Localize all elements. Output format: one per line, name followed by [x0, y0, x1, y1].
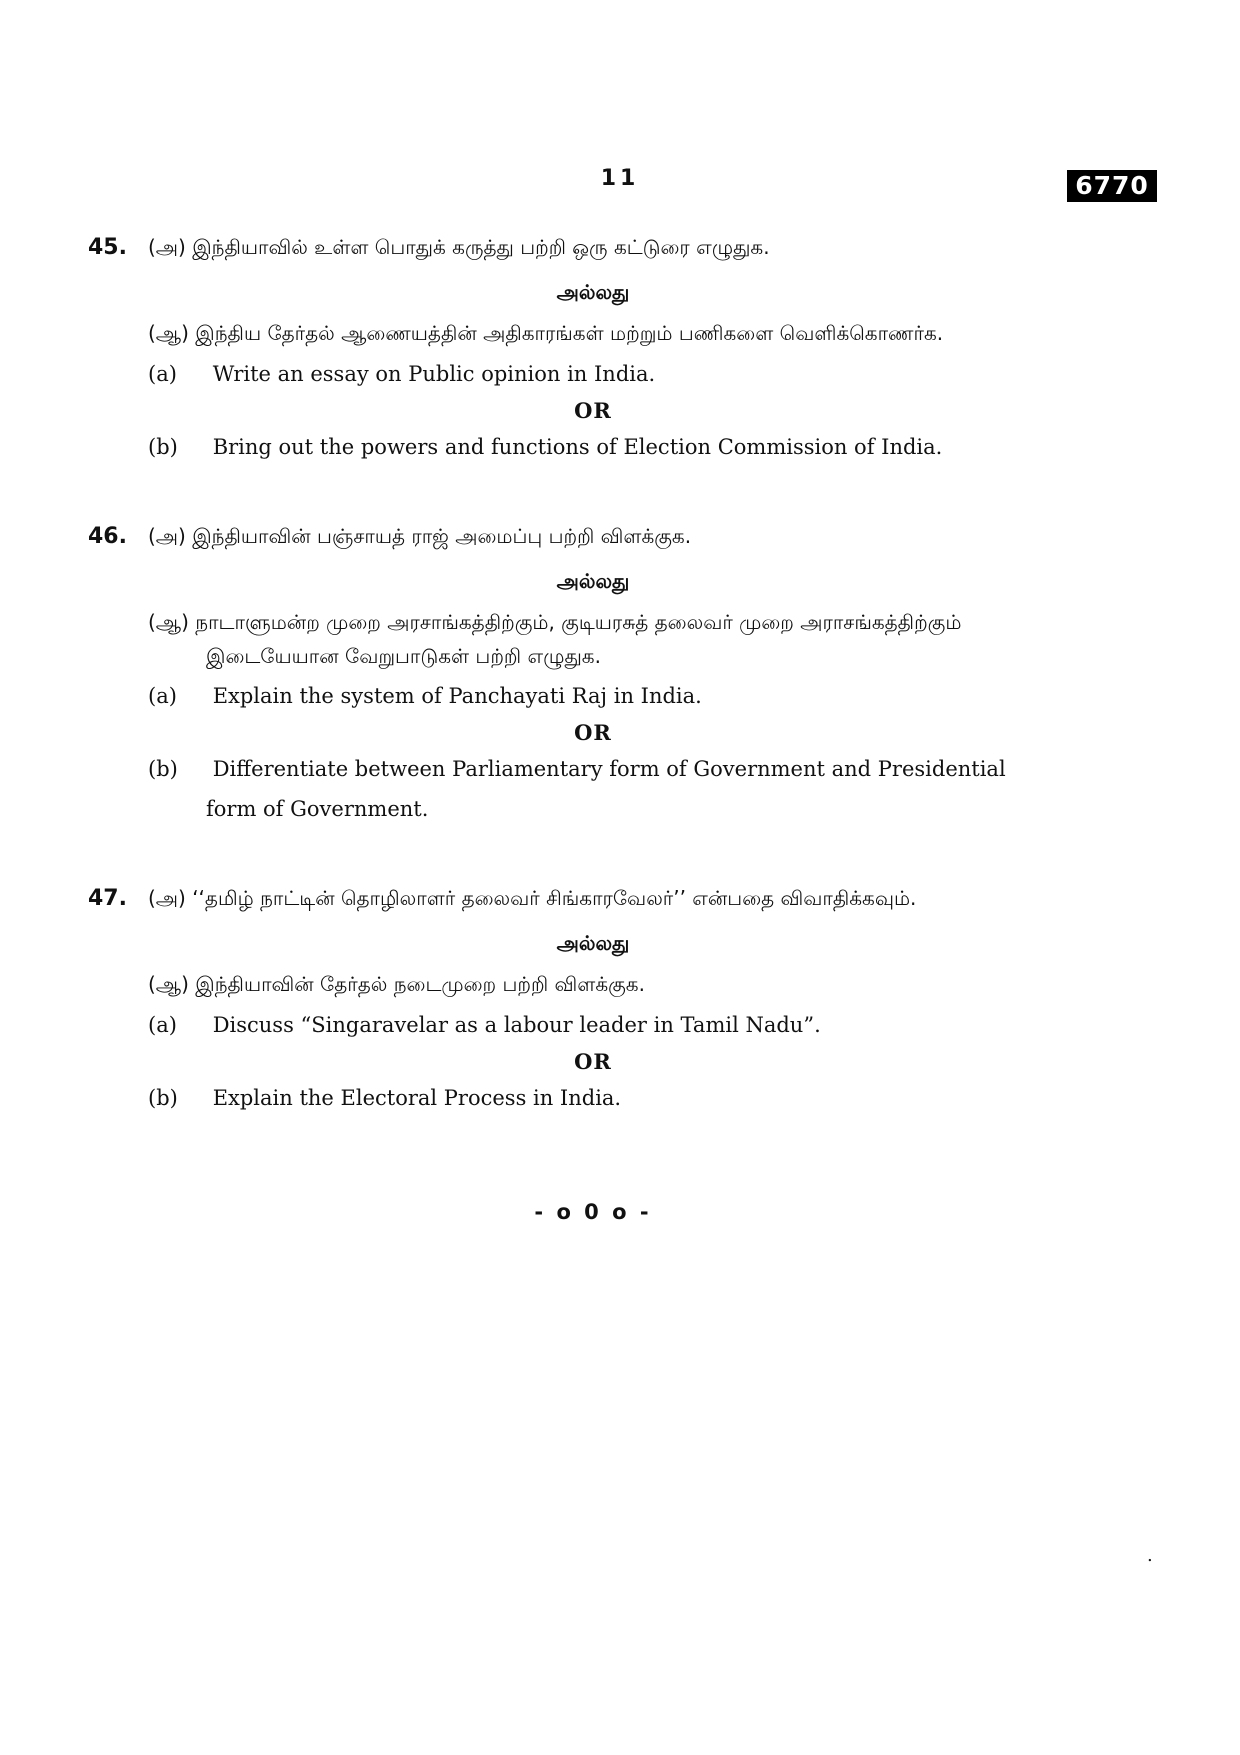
- page-number: 11: [600, 166, 640, 191]
- question-english-option-a: (a) Explain the system of Panchayati Raj in India.: [148, 684, 702, 708]
- question-english-option-b: (b) Explain the Electoral Process in India.: [148, 1086, 622, 1110]
- english-or-separator: OR: [574, 1049, 612, 1074]
- question-tamil-option-b: (ஆ) நாடாளுமன்ற முறை அரசாங்கத்திற்கும், குடியரசுத் தலைவர் முறை அராசங்கத்திற்கும்: [148, 610, 962, 634]
- question-english-option-b: (b) Bring out the powers and functions of Election Commission of India.: [148, 435, 943, 459]
- question-english-option-b-continuation: form of Government.: [206, 797, 429, 821]
- question-english-option-a: (a) Write an essay on Public opinion in India.: [148, 362, 656, 386]
- question-number: 45.: [88, 235, 127, 260]
- question-tamil-option-b-continuation: இடையேயான வேறுபாடுகள் பற்றி எழுதுக.: [206, 644, 601, 668]
- question-tamil-option-a: (அ) இந்தியாவின் பஞ்சாயத் ராஜ் அமைப்பு பற்றி விளக்குக.: [148, 524, 692, 548]
- question-english-option-b: (b) Differentiate between Parliamentary form of Government and Presidential: [148, 757, 1006, 781]
- question-number: 46.: [88, 524, 127, 549]
- stray-dot: .: [1147, 1545, 1153, 1566]
- tamil-or-separator: அல்லது: [556, 280, 630, 304]
- question-tamil-option-b: (ஆ) இந்திய தேர்தல் ஆணையத்தின் அதிகாரங்கள் மற்றும் பணிகளை வெளிக்கொணர்க.: [148, 321, 944, 345]
- paper-code-badge: 6770: [1067, 170, 1157, 202]
- question-number: 47.: [88, 886, 127, 911]
- tamil-or-separator: அல்லது: [556, 931, 630, 955]
- question-english-option-a: (a) Discuss “Singaravelar as a labour leader in Tamil Nadu”.: [148, 1013, 821, 1037]
- question-tamil-option-b: (ஆ) இந்தியாவின் தேர்தல் நடைமுறை பற்றி விளக்குக.: [148, 972, 645, 996]
- english-or-separator: OR: [574, 398, 612, 423]
- question-tamil-option-a: (அ) இந்தியாவில் உள்ள பொதுக் கருத்து பற்றி ஒரு கட்டுரை எழுதுக.: [148, 235, 770, 259]
- end-of-paper-mark: - o 0 o -: [534, 1200, 652, 1224]
- question-tamil-option-a: (அ) ‘‘தமிழ் நாட்டின் தொழிலாளர் தலைவர் சிங்காரவேலர்’’ என்பதை விவாதிக்கவும்.: [148, 886, 917, 910]
- english-or-separator: OR: [574, 720, 612, 745]
- tamil-or-separator: அல்லது: [556, 569, 630, 593]
